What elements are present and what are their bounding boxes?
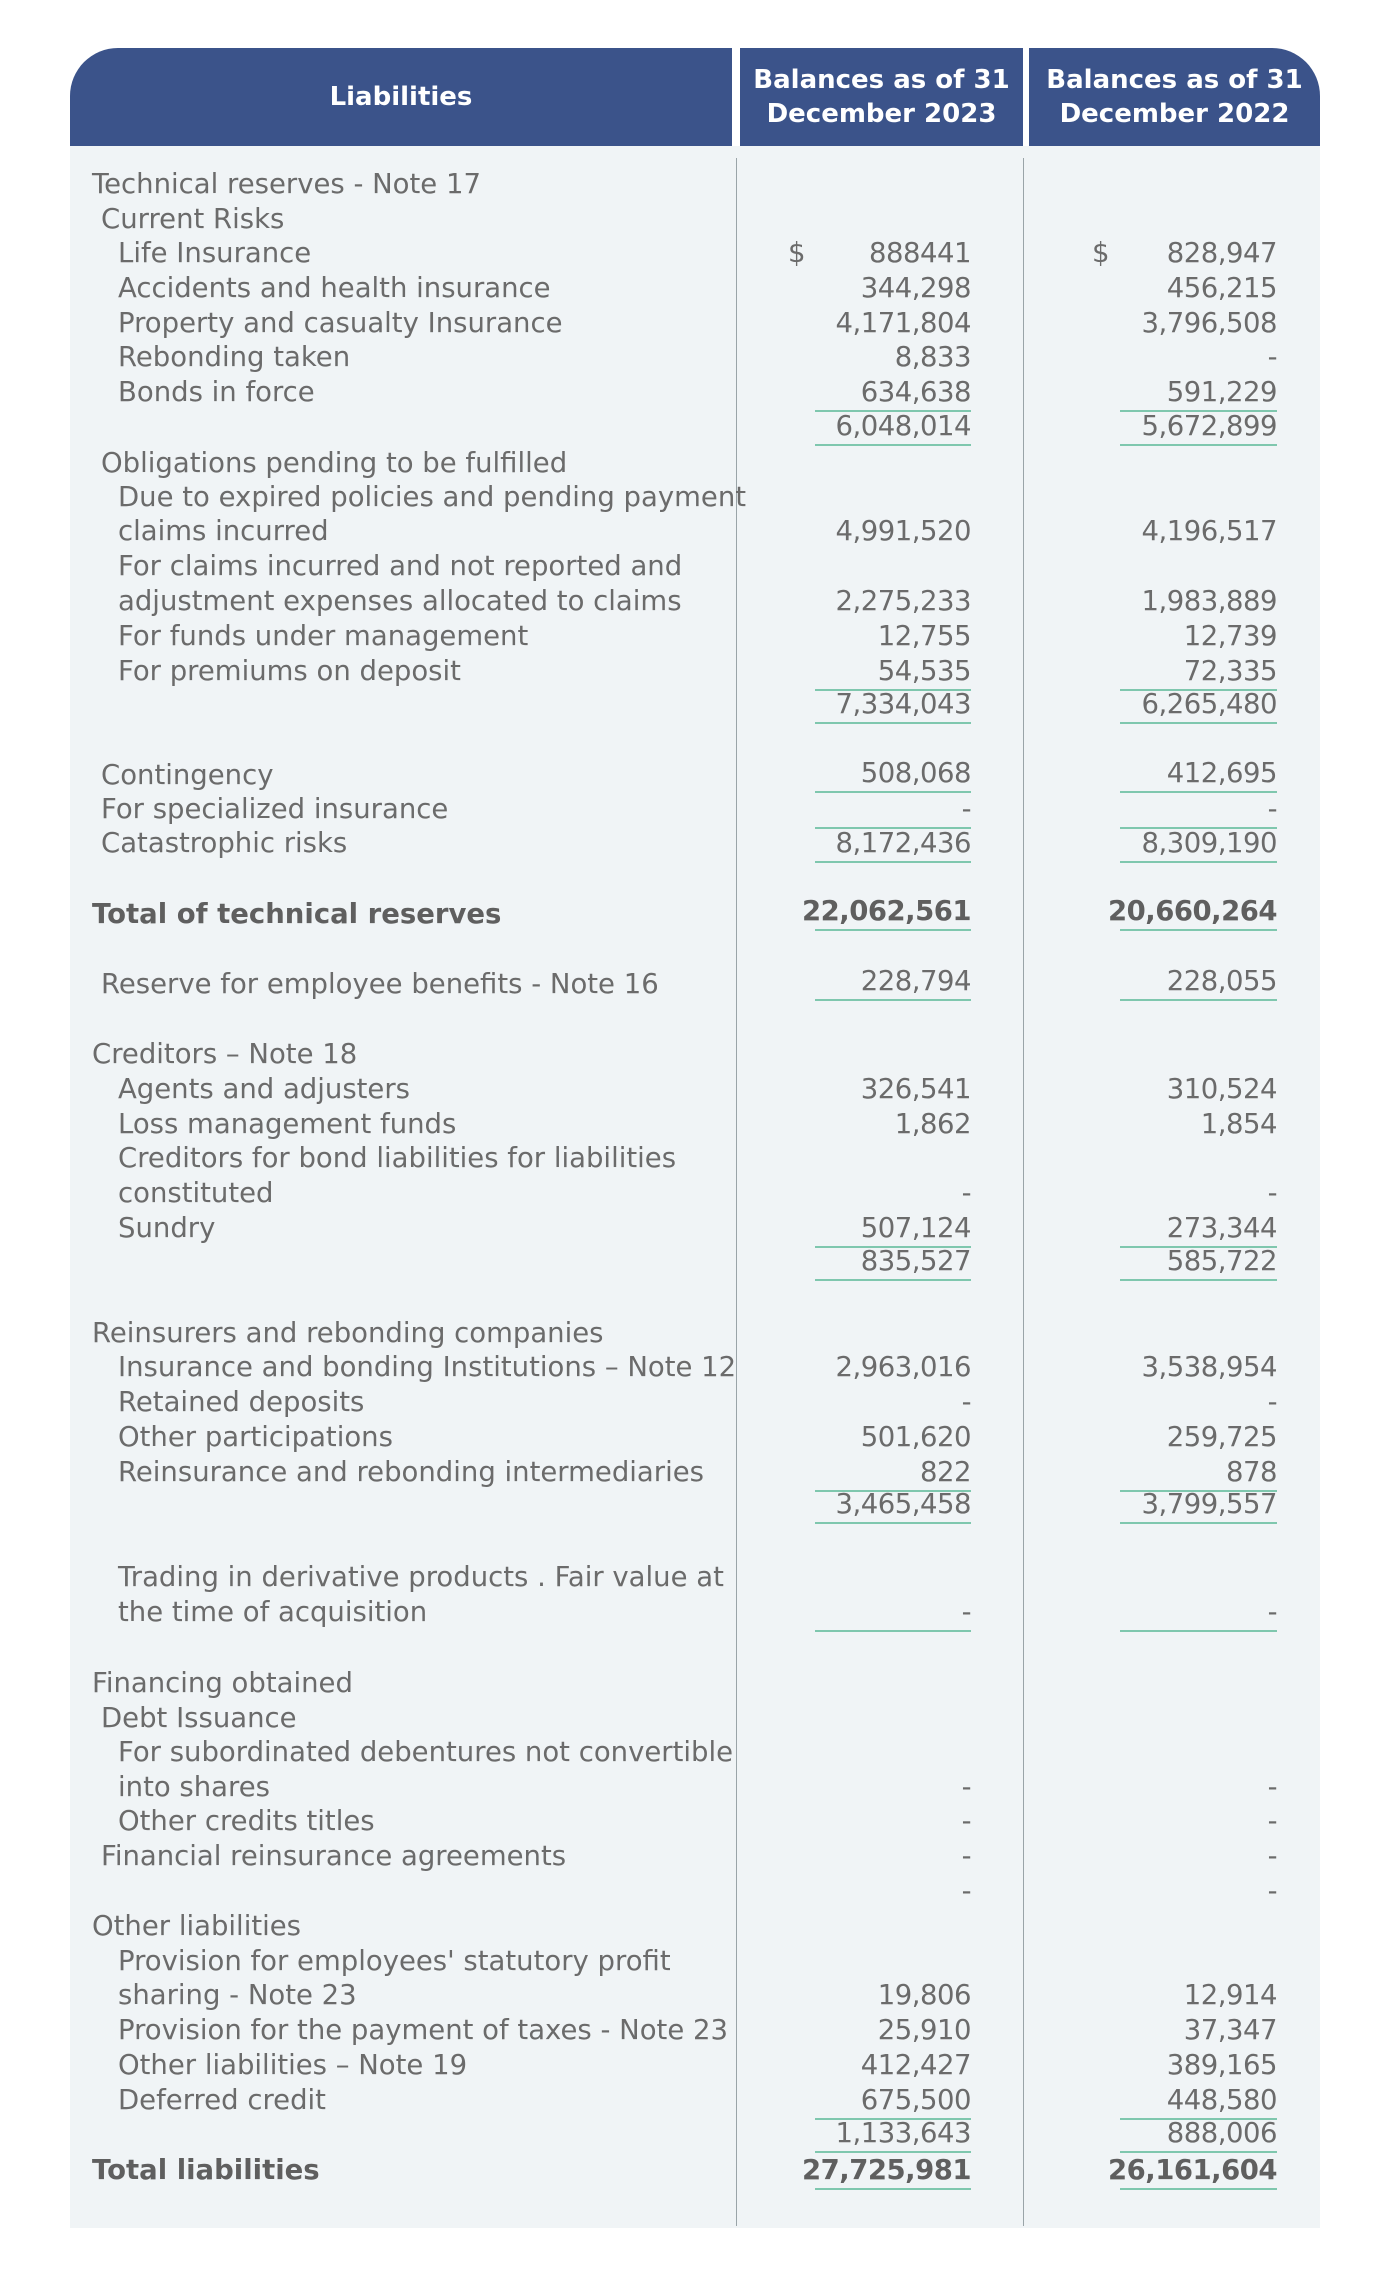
- value-2022: 26,161,604: [1108, 2153, 1277, 2186]
- value-2023: 326,541: [860, 1072, 971, 1105]
- value-2022: 72,335: [1183, 654, 1277, 687]
- header-liabilities: Liabilities: [70, 48, 732, 146]
- value-2023: 19,806: [877, 1978, 971, 2011]
- value-2022: 12,739: [1183, 619, 1277, 652]
- subtotal-rule: [1120, 1630, 1277, 1632]
- value-2023: -: [961, 792, 971, 825]
- subtotal-rule: [1120, 1279, 1277, 1281]
- value-2022: 448,580: [1166, 2083, 1277, 2116]
- row-label: adjustment expenses allocated to claims: [118, 584, 682, 617]
- subtotal-rule: [815, 2188, 971, 2190]
- value-2023: 1,862: [894, 1107, 971, 1140]
- value-2023: 822: [920, 1455, 971, 1488]
- row-label: For specialized insurance: [101, 792, 449, 825]
- row-label: claims incurred: [118, 514, 329, 547]
- value-2022: 389,165: [1166, 2048, 1277, 2081]
- value-2022: -: [1267, 792, 1277, 825]
- row-label: For claims incurred and not reported and: [118, 549, 683, 582]
- value-2023: 228,794: [860, 964, 971, 997]
- value-2023: 888441: [869, 236, 971, 269]
- value-2022: -: [1267, 1839, 1277, 1872]
- value-2022: 259,725: [1166, 1420, 1277, 1453]
- value-2023: 412,427: [860, 2048, 971, 2081]
- subtotal-rule: [815, 722, 971, 724]
- value-2023: -: [961, 1595, 971, 1628]
- value-2022: 3,796,508: [1141, 306, 1277, 339]
- row-label: Total liabilities: [92, 2153, 320, 2186]
- subtotal-rule: [1120, 791, 1277, 793]
- value-2022: 888,006: [1166, 2116, 1277, 2149]
- value-2022: -: [1267, 1595, 1277, 1628]
- row-label: Provision for the payment of taxes - Note 23: [118, 2013, 728, 2046]
- column-divider: [1023, 158, 1024, 2226]
- value-2023: 12,755: [877, 619, 971, 652]
- subtotal-rule: [815, 1279, 971, 1281]
- row-label: Bonds in force: [118, 375, 315, 408]
- row-label: Trading in derivative products . Fair value at: [118, 1560, 724, 1593]
- value-2023: 4,991,520: [835, 514, 971, 547]
- subtotal-rule: [1120, 2188, 1277, 2190]
- row-label: Provision for employees' statutory profit: [118, 1944, 671, 1977]
- row-label: Other liabilities: [92, 1909, 302, 1942]
- subtotal-rule: [815, 999, 971, 1001]
- header-balance-2022: Balances as of 31 December 2022: [1029, 48, 1320, 146]
- subtotal-rule: [815, 929, 971, 931]
- value-2022: 5,672,899: [1141, 409, 1277, 442]
- row-label: Current Risks: [101, 202, 285, 235]
- value-2023: 508,068: [860, 756, 971, 789]
- value-2022: 585,722: [1166, 1244, 1277, 1277]
- row-label: Insurance and bonding Institutions – Note 12: [118, 1350, 737, 1383]
- value-2022: 412,695: [1166, 756, 1277, 789]
- value-2023: 507,124: [860, 1211, 971, 1244]
- value-2023: 2,963,016: [835, 1350, 971, 1383]
- value-2022: 3,799,557: [1141, 1487, 1277, 1520]
- value-2022: -: [1267, 1804, 1277, 1837]
- value-2022: -: [1267, 1385, 1277, 1418]
- subtotal-rule: [1120, 929, 1277, 931]
- value-2022: 6,265,480: [1141, 687, 1277, 720]
- row-label: For funds under management: [118, 619, 529, 652]
- value-2023: 8,833: [894, 340, 971, 373]
- row-label: Debt Issuance: [101, 1701, 297, 1734]
- value-2022: 12,914: [1183, 1978, 1277, 2011]
- value-2022: 273,344: [1166, 1211, 1277, 1244]
- value-2022: -: [1267, 340, 1277, 373]
- value-2022: 37,347: [1183, 2013, 1277, 2046]
- value-2022: 591,229: [1166, 375, 1277, 408]
- row-label: Property and casualty Insurance: [118, 306, 563, 339]
- value-2022: 1,854: [1200, 1107, 1277, 1140]
- value-2022: 20,660,264: [1108, 894, 1277, 927]
- row-label: Creditors for bond liabilities for liabilities: [118, 1141, 677, 1174]
- value-2022: 8,309,190: [1141, 826, 1277, 859]
- row-label: Financing obtained: [92, 1666, 353, 1699]
- dollar-sign-2023: $: [788, 236, 806, 269]
- row-label: Financial reinsurance agreements: [101, 1839, 567, 1872]
- value-2023: 6,048,014: [835, 409, 971, 442]
- value-2023: 22,062,561: [802, 894, 971, 927]
- value-2022: -: [1267, 1874, 1277, 1907]
- value-2023: -: [961, 1839, 971, 1872]
- subtotal-rule: [1120, 999, 1277, 1001]
- row-label: Other credits titles: [118, 1804, 375, 1837]
- row-label: Due to expired policies and pending payment: [118, 480, 747, 513]
- row-label: Technical reserves - Note 17: [92, 167, 481, 200]
- value-2023: -: [961, 1874, 971, 1907]
- value-2022: -: [1267, 1176, 1277, 1209]
- value-2023: 54,535: [877, 654, 971, 687]
- value-2023: 1,133,643: [835, 2116, 971, 2149]
- row-label: Other liabilities – Note 19: [118, 2048, 468, 2081]
- value-2023: -: [961, 1176, 971, 1209]
- value-2023: -: [961, 1770, 971, 1803]
- subtotal-rule: [815, 1522, 971, 1524]
- value-2023: 675,500: [860, 2083, 971, 2116]
- subtotal-rule: [1120, 1522, 1277, 1524]
- value-2022: 4,196,517: [1141, 514, 1277, 547]
- subtotal-rule: [815, 861, 971, 863]
- value-2023: 835,527: [860, 1244, 971, 1277]
- row-label: into shares: [118, 1770, 270, 1803]
- value-2022: 3,538,954: [1141, 1350, 1277, 1383]
- value-2023: -: [961, 1804, 971, 1837]
- row-label: Sundry: [118, 1211, 216, 1244]
- value-2023: 4,171,804: [835, 306, 971, 339]
- row-label: sharing - Note 23: [118, 1978, 357, 2011]
- value-2022: 310,524: [1166, 1072, 1277, 1105]
- value-2022: 828,947: [1166, 236, 1277, 269]
- row-label: Agents and adjusters: [118, 1072, 410, 1105]
- value-2023: 3,465,458: [835, 1487, 971, 1520]
- row-label: Catastrophic risks: [101, 826, 348, 859]
- dollar-sign-2022: $: [1092, 236, 1110, 269]
- row-label: Contingency: [101, 758, 274, 791]
- value-2023: 8,172,436: [835, 826, 971, 859]
- value-2022: -: [1267, 1770, 1277, 1803]
- row-label: the time of acquisition: [118, 1595, 428, 1628]
- header-balance-2023: Balances as of 31 December 2023: [740, 48, 1023, 146]
- value-2022: 228,055: [1166, 964, 1277, 997]
- row-label: Reserve for employee benefits - Note 16: [101, 967, 659, 1000]
- value-2023: 501,620: [860, 1420, 971, 1453]
- value-2023: -: [961, 1385, 971, 1418]
- subtotal-rule: [1120, 861, 1277, 863]
- row-label: Life Insurance: [118, 236, 312, 269]
- value-2022: 878: [1226, 1455, 1277, 1488]
- row-label: Rebonding taken: [118, 340, 351, 373]
- value-2023: 2,275,233: [835, 584, 971, 617]
- row-label: Loss management funds: [118, 1107, 457, 1140]
- row-label: For subordinated debentures not convertible: [118, 1735, 734, 1768]
- subtotal-rule: [1120, 444, 1277, 446]
- row-label: Other participations: [118, 1420, 393, 1453]
- subtotal-rule: [815, 791, 971, 793]
- value-2023: 27,725,981: [802, 2153, 971, 2186]
- row-label: Deferred credit: [118, 2083, 326, 2116]
- subtotal-rule: [815, 1630, 971, 1632]
- row-label: Total of technical reserves: [92, 897, 502, 930]
- row-label: Obligations pending to be fulfilled: [101, 446, 568, 479]
- value-2023: 344,298: [860, 271, 971, 304]
- value-2023: 634,638: [860, 375, 971, 408]
- value-2022: 1,983,889: [1141, 584, 1277, 617]
- row-label: Accidents and health insurance: [118, 271, 551, 304]
- row-label: For premiums on deposit: [118, 654, 461, 687]
- row-label: Retained deposits: [118, 1385, 365, 1418]
- value-2023: 7,334,043: [835, 687, 971, 720]
- column-divider: [736, 158, 737, 2226]
- value-2022: 456,215: [1166, 271, 1277, 304]
- value-2023: 25,910: [877, 2013, 971, 2046]
- row-label: Creditors – Note 18: [92, 1037, 358, 1070]
- row-label: Reinsurers and rebonding companies: [92, 1316, 604, 1349]
- row-label: Reinsurance and rebonding intermediaries: [118, 1455, 704, 1488]
- subtotal-rule: [815, 444, 971, 446]
- subtotal-rule: [1120, 722, 1277, 724]
- row-label: constituted: [118, 1176, 274, 1209]
